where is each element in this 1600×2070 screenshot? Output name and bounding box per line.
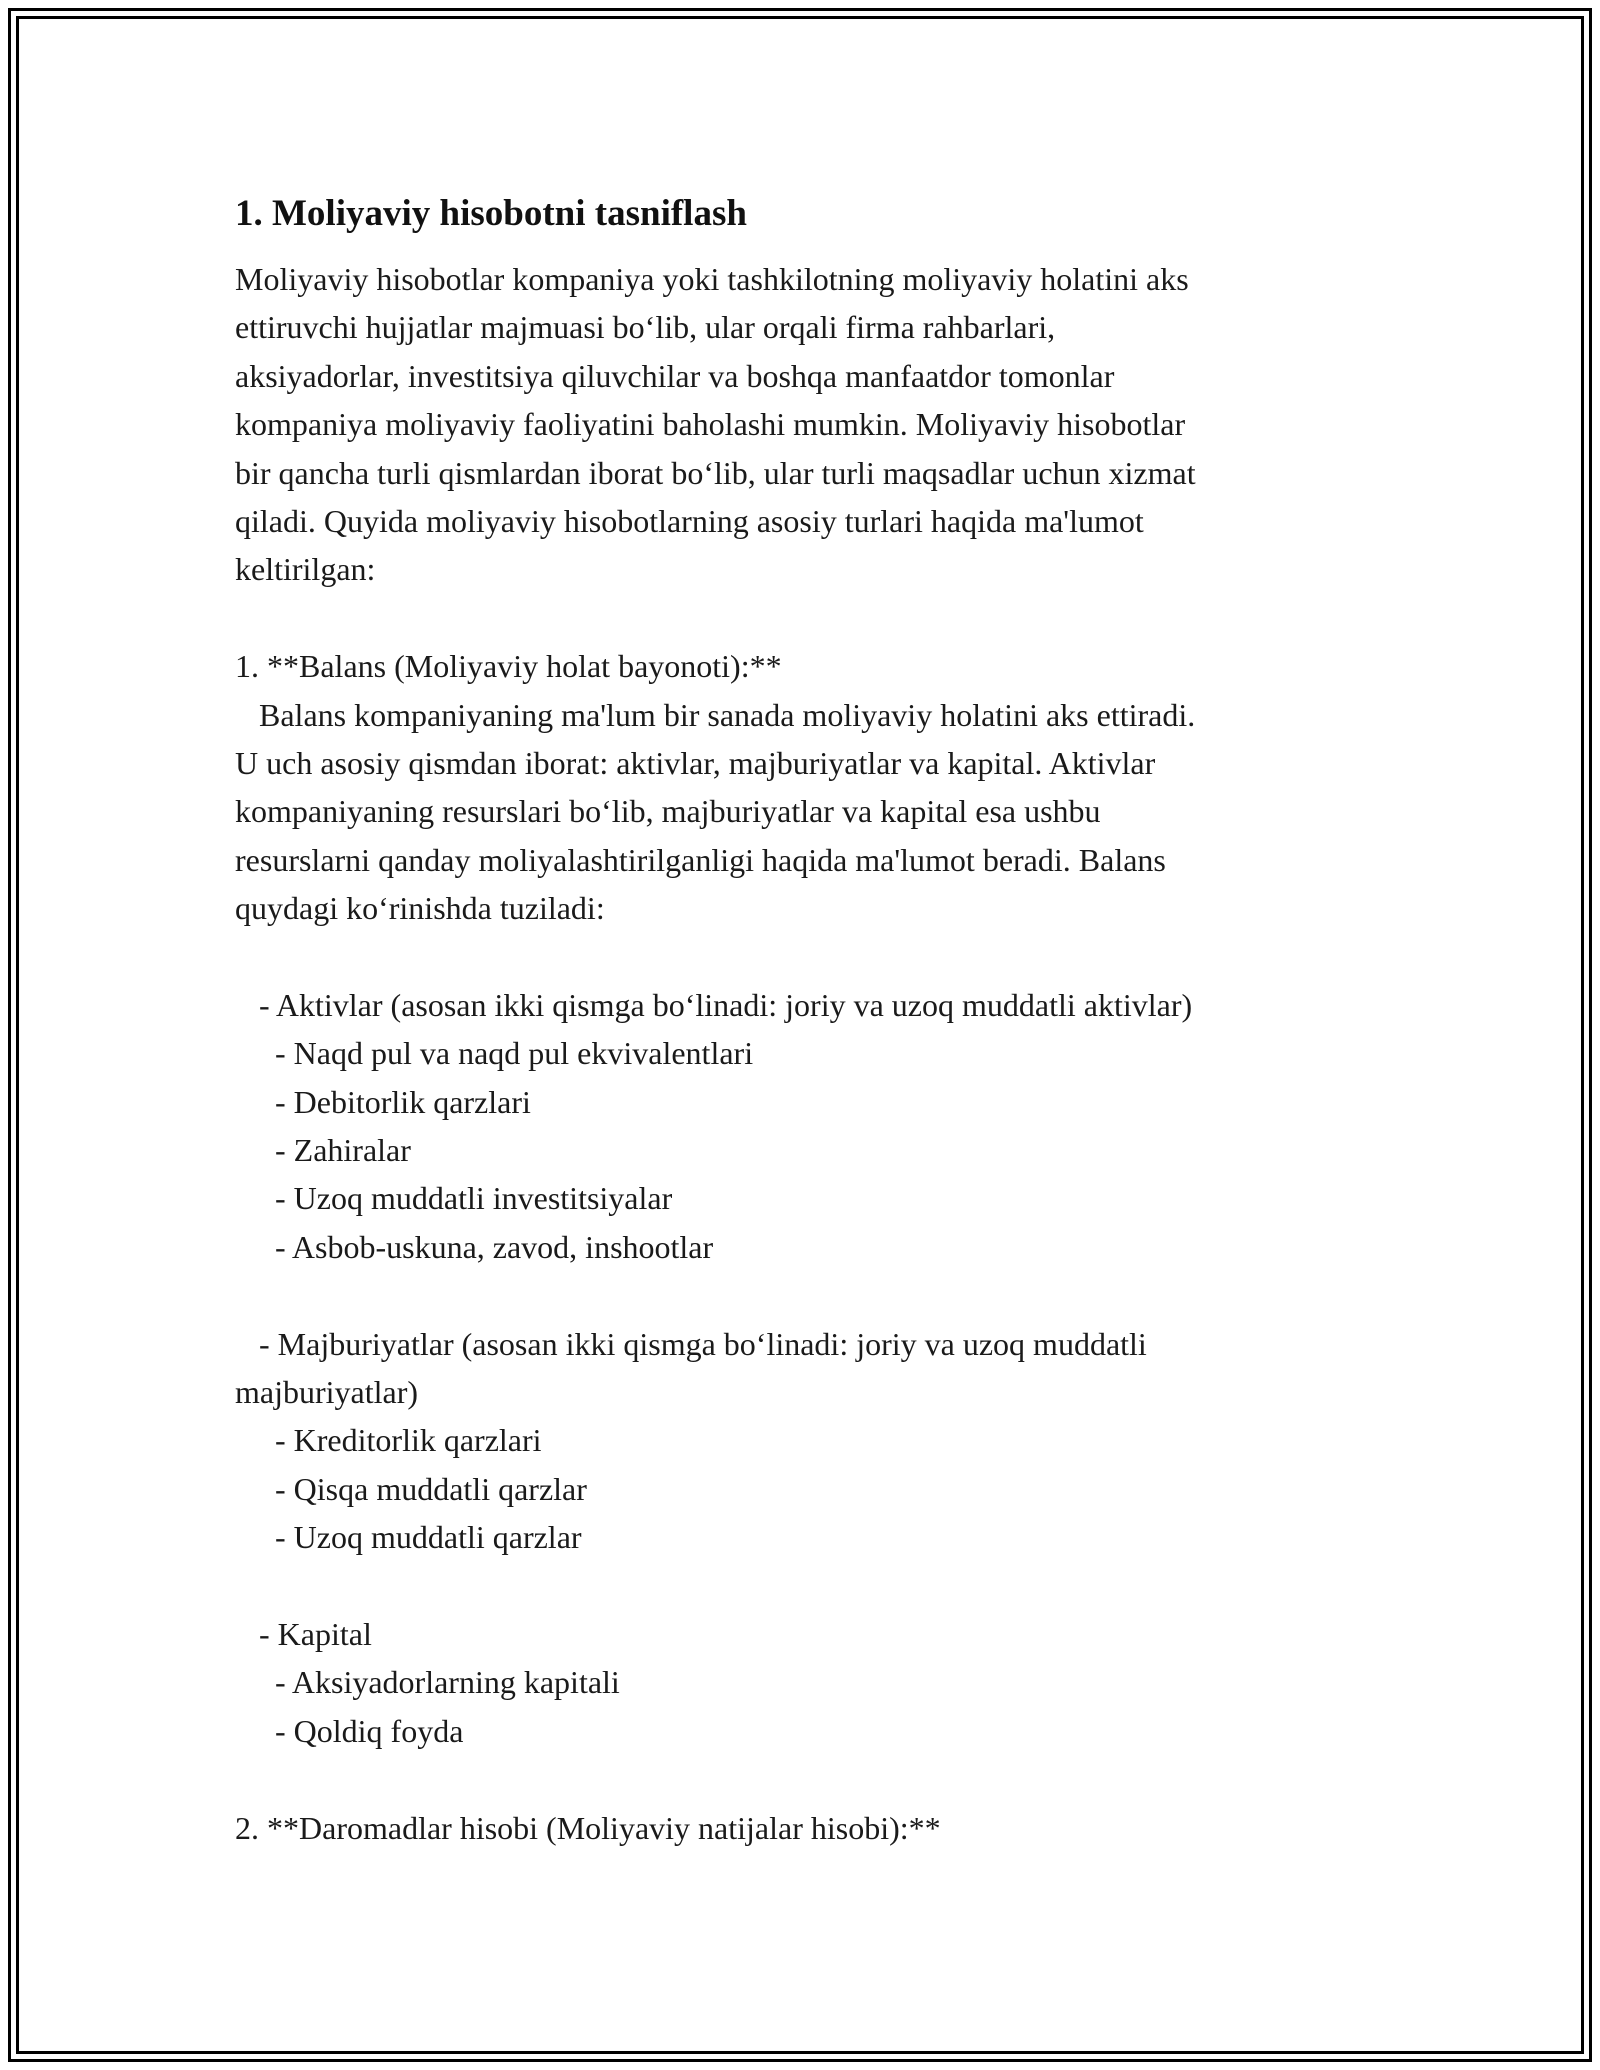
text-line: Moliyaviy hisobotlar kompaniya yoki tashkilotning moliyaviy holatini aks	[235, 261, 1189, 297]
section-heading: 1. Moliyaviy hisobotni tasniflash	[235, 193, 747, 234]
text-line: - Asbob-uskuna, zavod, inshootlar	[235, 1228, 714, 1265]
text-line: resurslarni qanday moliyalashtirilganligi haqida ma'lumot beradi. Balans	[235, 841, 1166, 878]
text-line: kompaniya moliyaviy faoliyatini baholashi mumkin. Moliyaviy hisobotlar	[235, 406, 1186, 443]
text-line: 2. **Daromadlar hisobi (Moliyaviy natijalar hisobi):**	[235, 1809, 941, 1846]
text-line: - Aktivlar (asosan ikki qismga bo‘linadi: joriy va uzoq muddatli aktivlar)	[235, 986, 1193, 1023]
text-line: quydagi ko‘rinishda tuziladi:	[235, 890, 605, 927]
text-line: 1. **Balans (Moliyaviy holat bayonoti):**	[235, 648, 782, 685]
text-line	[235, 1755, 1365, 1803]
body-text	[235, 255, 1365, 1852]
text-line: kompaniyaning resurslari bo‘lib, majburiyatlar va kapital esa ushbu	[235, 793, 1101, 830]
text-line: majburiyatlar)	[235, 1373, 419, 1410]
text-line: - Uzoq muddatli investitsiyalar	[235, 1180, 673, 1217]
text-line: - Uzoq muddatli qarzlar	[235, 1519, 582, 1556]
text-line: - Majburiyatlar (asosan ikki qismga bo‘linadi: joriy va uzoq muddatli	[235, 1325, 1147, 1362]
text-line: qiladi. Quyida moliyaviy hisobotlarning asosiy turlari haqida ma'lumot	[235, 502, 1144, 539]
text-line: - Qoldiq foyda	[235, 1712, 464, 1749]
text-line: - Kapital	[235, 1615, 372, 1652]
text-line: - Naqd pul va naqd pul ekvivalentlari	[235, 1035, 754, 1072]
text-line: bir qancha turli qismlardan iborat bo‘lib, ular turli maqsadlar uchun xizmat	[235, 454, 1196, 491]
text-line	[235, 1562, 1365, 1610]
text-line: - Debitorlik qarzlari	[235, 1083, 531, 1120]
text-line: - Zahiralar	[235, 1132, 411, 1169]
text-line: - Aksiyadorlarning kapitali	[235, 1664, 620, 1701]
text-line	[235, 1271, 1365, 1319]
document-body	[235, 185, 1365, 1852]
text-line: keltirilgan:	[235, 551, 376, 588]
text-line: - Kreditorlik qarzlari	[235, 1422, 542, 1459]
text-line: Balans kompaniyaning ma'lum bir sanada moliyaviy holatini aks ettiradi.	[235, 696, 1196, 733]
text-line: - Qisqa muddatli qarzlar	[235, 1470, 587, 1507]
text-line: aksiyadorlar, investitsiya qiluvchilar va boshqa manfaatdor tomonlar	[235, 357, 1115, 394]
text-line: U uch asosiy qismdan iborat: aktivlar, majburiyatlar va kapital. Aktivlar	[235, 744, 1156, 781]
text-line	[235, 594, 1365, 642]
text-line	[235, 932, 1365, 980]
text-line: ettiruvchi hujjatlar majmuasi bo‘lib, ular orqali firma rahbarlari,	[235, 309, 1056, 346]
